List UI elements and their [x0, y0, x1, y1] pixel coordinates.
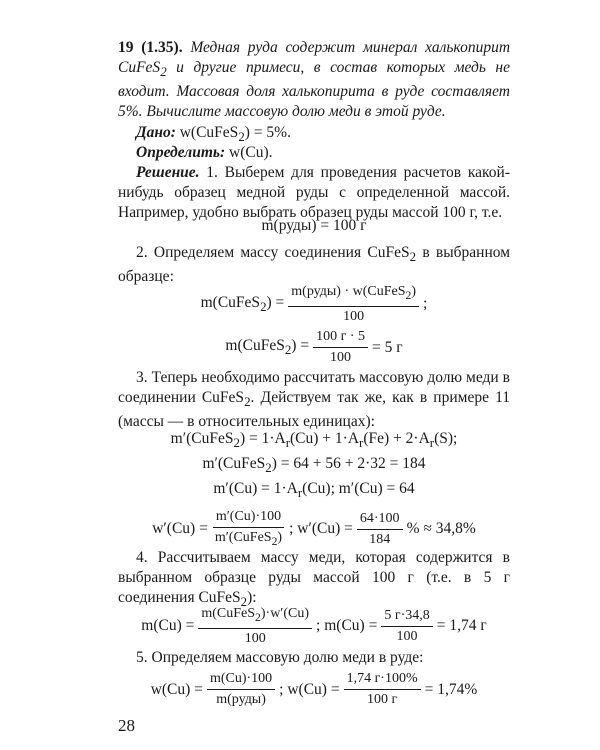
eq3d-fraction-2	[357, 510, 403, 549]
eq4-numerator: m(CuFeS$_2$)·w′(Cu)	[198, 605, 312, 629]
equation-3d	[118, 508, 510, 551]
equation-2a	[118, 283, 510, 326]
equation-2b	[118, 328, 510, 367]
eq2a-lhs: m(CuFeS$_2$) =	[200, 293, 285, 314]
equation-4	[118, 605, 510, 648]
eq4-fraction-2	[381, 607, 432, 646]
eq2b-denominator: 100	[330, 350, 352, 365]
eq4-numerator-2: 5 г·34,8	[381, 607, 432, 627]
eq5-numerator-2: 1,74 г·100%	[344, 670, 421, 690]
given-value: w(CuFeS$_2$) = 5%.	[175, 124, 291, 145]
eq2b-numerator: 100 г · 5	[313, 328, 368, 348]
find-value: w(Cu).	[225, 144, 273, 161]
eq3d-tail: % ≈ 34,8%	[406, 520, 476, 538]
eq3d-fraction	[212, 508, 285, 551]
eq3d-lhs: w′(Cu) =	[152, 520, 208, 538]
eq4-mid: ; m(Cu) =	[316, 617, 378, 635]
eq3d-numerator: m′(Cu)·100	[213, 508, 284, 528]
eq4-tail: = 1,74 г	[436, 617, 487, 635]
eq5-denominator: m(руды)	[216, 692, 266, 707]
equation-5	[118, 670, 510, 709]
eq5-numerator: m(Cu)·100	[207, 670, 275, 690]
given-label: Дано:	[136, 124, 176, 141]
eq3d-numerator-2: 64·100	[357, 510, 403, 530]
eq2a-fraction	[288, 283, 419, 326]
eq2a-denominator: 100	[343, 308, 365, 324]
solution-step-4: 4. Рассчитываем массу меди, которая содержится в выбранном образце руды массой 100 г (т.е. в 5 г соединения CuFeS$_2$):	[118, 549, 510, 610]
eq2a-tail: ;	[423, 295, 428, 313]
solution-step-2: 2. Определяем массу соединения CuFeS$_2$ в выбранном образце:	[118, 244, 510, 286]
problem-number: 19 (1.35).	[118, 39, 183, 56]
eq4-denominator-2: 100	[396, 628, 418, 644]
equation-3b: m′(CuFeS$_2$) = 64 + 56 + 2·32 = 184	[202, 455, 426, 476]
equation-3c: $m'(Cu) = 1\cdot A_r(Cu)$; m′(Cu) = 64	[213, 480, 415, 501]
equation-ore-mass: m(руды) = 100 г	[261, 217, 367, 234]
eq2a-numerator: m(руды) · w(CuFeS$_2$)	[288, 283, 419, 307]
eq2b-fraction	[313, 328, 368, 367]
eq2b-lhs: m(CuFeS$_2$) =	[225, 336, 310, 358]
eq5-denominator-2: 100 г	[366, 692, 398, 707]
problem-text: Медная руда содержит минерал халькопирит CuFeS$_2$ и другие примеси, в состав которых медь не входит. Массовая доля халькопирита в руде составляет 5%. Вычислите массовую долю меди в этой руде.	[118, 39, 511, 121]
equation-3a: m′(CuFeS$_2$) = $1\cdot A_r(Cu) + 1\cdot A_r(Fe) + 2\cdot A_r(S)$;	[170, 430, 458, 451]
eq5-fraction	[207, 670, 275, 709]
solution-step-1: Решение. 1. Выберем для проведения расчетов какой-нибудь образец медной руды с определенной массой. Например, удобно выбрать образец руды массой 100 г, т.е.	[118, 164, 510, 221]
solution-step-5: 5. Определяем массовую долю меди в руде:	[136, 649, 424, 666]
find-label: Определить:	[136, 144, 226, 161]
eq4-lhs: m(Cu) =	[141, 617, 195, 635]
eq4-fraction	[198, 605, 312, 648]
eq3d-mid: ; w′(Cu) =	[289, 520, 353, 538]
eq5-fraction-2	[344, 670, 421, 709]
eq5-lhs: w(Cu) =	[150, 680, 203, 698]
solution-label: Решение.	[136, 164, 200, 181]
problem-statement	[118, 38, 510, 122]
eq5-tail: = 1,74%	[424, 680, 478, 698]
eq2b-tail: = 5 г	[371, 338, 403, 356]
eq4-denominator: 100	[244, 630, 266, 646]
page-number: 28	[118, 716, 135, 735]
eq3d-denominator-2: 184	[369, 531, 391, 547]
solution-step-3: 3. Теперь необходимо рассчитать массовую долю меди в соединении CuFeS$_2$. Действуем так же, как в примере 11 (массы — в относительных единицах):	[118, 369, 510, 431]
eq3d-denominator: m′(CuFeS$_2$)	[214, 530, 283, 548]
find-line	[118, 143, 510, 163]
eq5-mid: ; w(Cu) =	[279, 680, 340, 698]
